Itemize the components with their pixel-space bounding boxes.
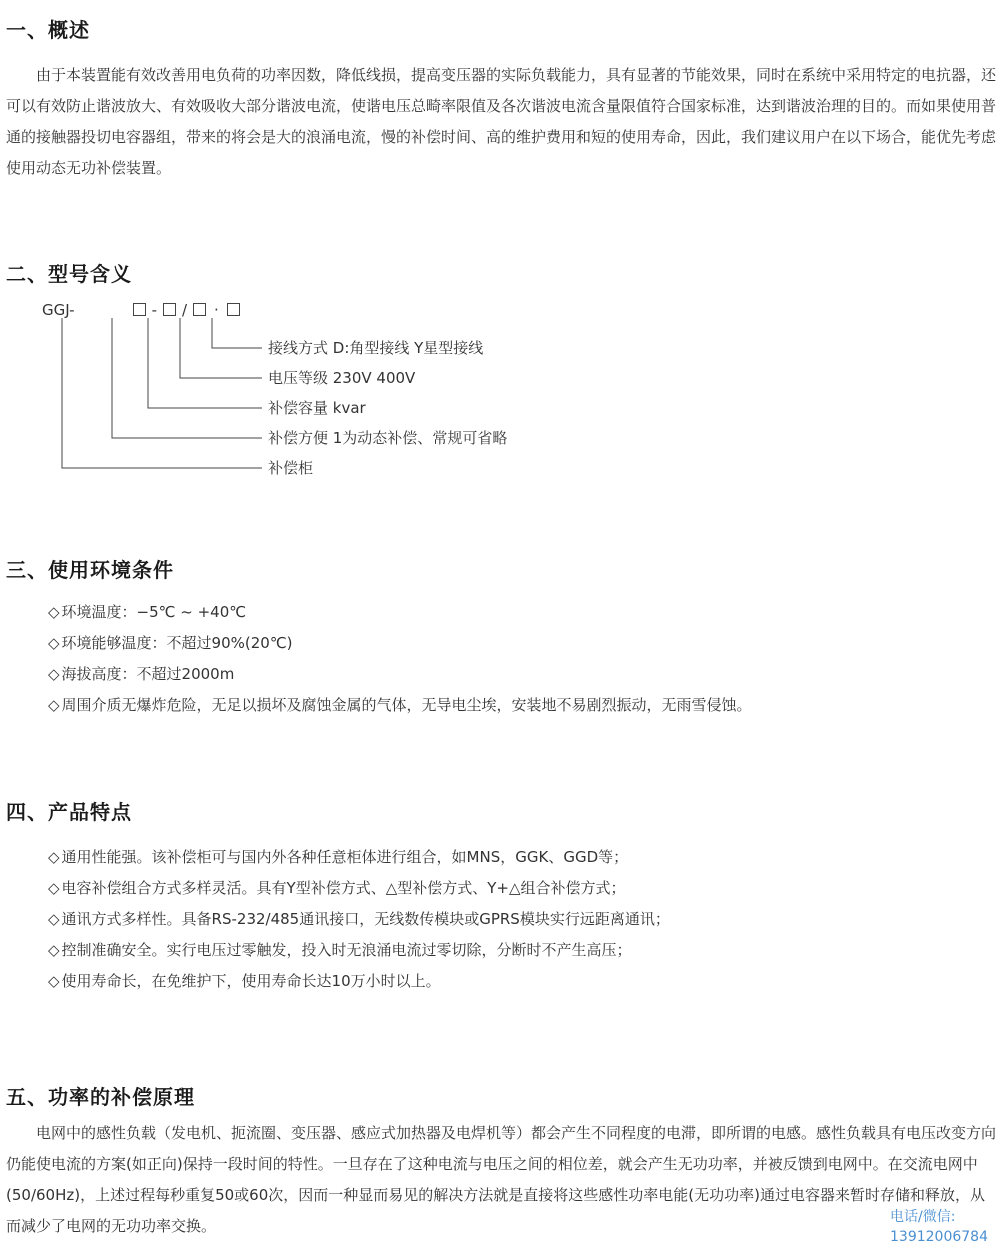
list-item: ◇ 使用寿命长，在免维护下，使用寿命长达10万小时以上。	[48, 972, 441, 990]
list-item: ◇ 控制准确安全。实行电压过零触发，投入时无浪涌电流过零切除，分断时不产生高压；	[48, 941, 632, 959]
model-box-4	[227, 303, 240, 316]
contact-phone[interactable]: 13912006784	[890, 1229, 988, 1245]
overview-paragraph: 由于本装置能有效改善用电负荷的功率因数，降低线损，提高变压器的实际负载能力，具有显著的节能效果，同时在系统中采用特定的电抗器，还可以有效防止谐波放大、有效吸收大部分谐波电流，使谐电压总畸率限值及各次谐波电流含量限值符合国家标准，达到谐波治理的目的。而如果使用普通的接触器投切电容器组，带来的将会是大的浪涌电流，慢的补偿时间、高的维护费用和短的使用寿命，因此，我们建议用户在以下场合，能优先考虑使用动态无功补偿装置。	[6, 66, 997, 177]
diamond-bullet-icon: ◇	[48, 634, 60, 652]
diamond-bullet-icon: ◇	[48, 665, 60, 683]
contact-info	[890, 1207, 988, 1247]
list-item: ◇ 通讯方式多样性。具备RS-232/485通讯接口，无线数传模块或GPRS模块实行远距离通讯；	[48, 910, 670, 928]
diamond-bullet-icon: ◇	[48, 972, 60, 990]
model-box-2	[163, 303, 176, 316]
list-item: ◇ 周围介质无爆炸危险，无足以损坏及腐蚀金属的气体，无导电尘埃，安装地不易剧烈振动，无雨雪侵蚀。	[48, 696, 752, 714]
list-item: ◇ 环境能够温度：不超过90%(20℃)	[48, 634, 293, 652]
diamond-bullet-icon: ◇	[48, 696, 60, 714]
heading-overview: 一、概述	[6, 18, 90, 42]
legend-item: 补偿容量 kvar	[268, 399, 366, 417]
model-sep-1: -	[151, 301, 157, 319]
model-code	[42, 300, 240, 320]
model-legend	[268, 333, 507, 483]
model-sep-2: /	[181, 301, 188, 319]
features-list	[48, 842, 670, 997]
model-sep-3: ·	[214, 301, 219, 319]
diamond-bullet-icon: ◇	[48, 848, 60, 866]
model-prefix: GGJ-	[42, 301, 75, 319]
environment-list	[48, 597, 752, 721]
heading-environment: 三、使用环境条件	[6, 558, 174, 582]
heading-features: 四、产品特点	[6, 800, 132, 824]
list-item: ◇ 电容补偿组合方式多样灵活。具有Y型补偿方式、△型补偿方式、Y+△组合补偿方式；	[48, 879, 626, 897]
diamond-bullet-icon: ◇	[48, 879, 60, 897]
legend-item: 电压等级 230V 400V	[268, 369, 416, 387]
heading-model: 二、型号含义	[6, 262, 132, 286]
heading-principle: 五、功率的补偿原理	[6, 1085, 195, 1109]
list-item: ◇ 环境温度：−5℃ ~ +40℃	[48, 603, 247, 621]
legend-item: 接线方式 D:角型接线 Y星型接线	[268, 339, 484, 357]
list-item: ◇ 通用性能强。该补偿柜可与国内外各种任意柜体进行组合，如MNS，GGK、GGD等；	[48, 848, 629, 866]
model-box-3	[193, 303, 206, 316]
legend-item: 补偿方便 1为动态补偿、常规可省略	[268, 429, 508, 447]
model-box-1	[133, 303, 146, 316]
legend-item: 补偿柜	[268, 459, 314, 477]
contact-label: 电话/微信:	[890, 1209, 956, 1225]
list-item: ◇ 海拔高度：不超过2000m	[48, 665, 235, 683]
diamond-bullet-icon: ◇	[48, 603, 60, 621]
principle-paragraph: 电网中的感性负载（发电机、扼流圈、变压器、感应式加热器及电焊机等）都会产生不同程度的电滞，即所谓的电感。感性负载具有电压改变方向仍能使电流的方案(如正向)保持一段时间的特性。一旦存在了这种电流与电压之间的相位差，就会产生无功功率，并被反馈到电网中。在交流电网中(50/60Hz)，上述过程每秒重复50或60次，因而一种显而易见的解决方法就是直接将这些感性功率电能(无功功率)通过电容器来暂时存储和释放，从而减少了电网的无功功率交换。	[6, 1124, 997, 1235]
diamond-bullet-icon: ◇	[48, 910, 60, 928]
diamond-bullet-icon: ◇	[48, 941, 60, 959]
